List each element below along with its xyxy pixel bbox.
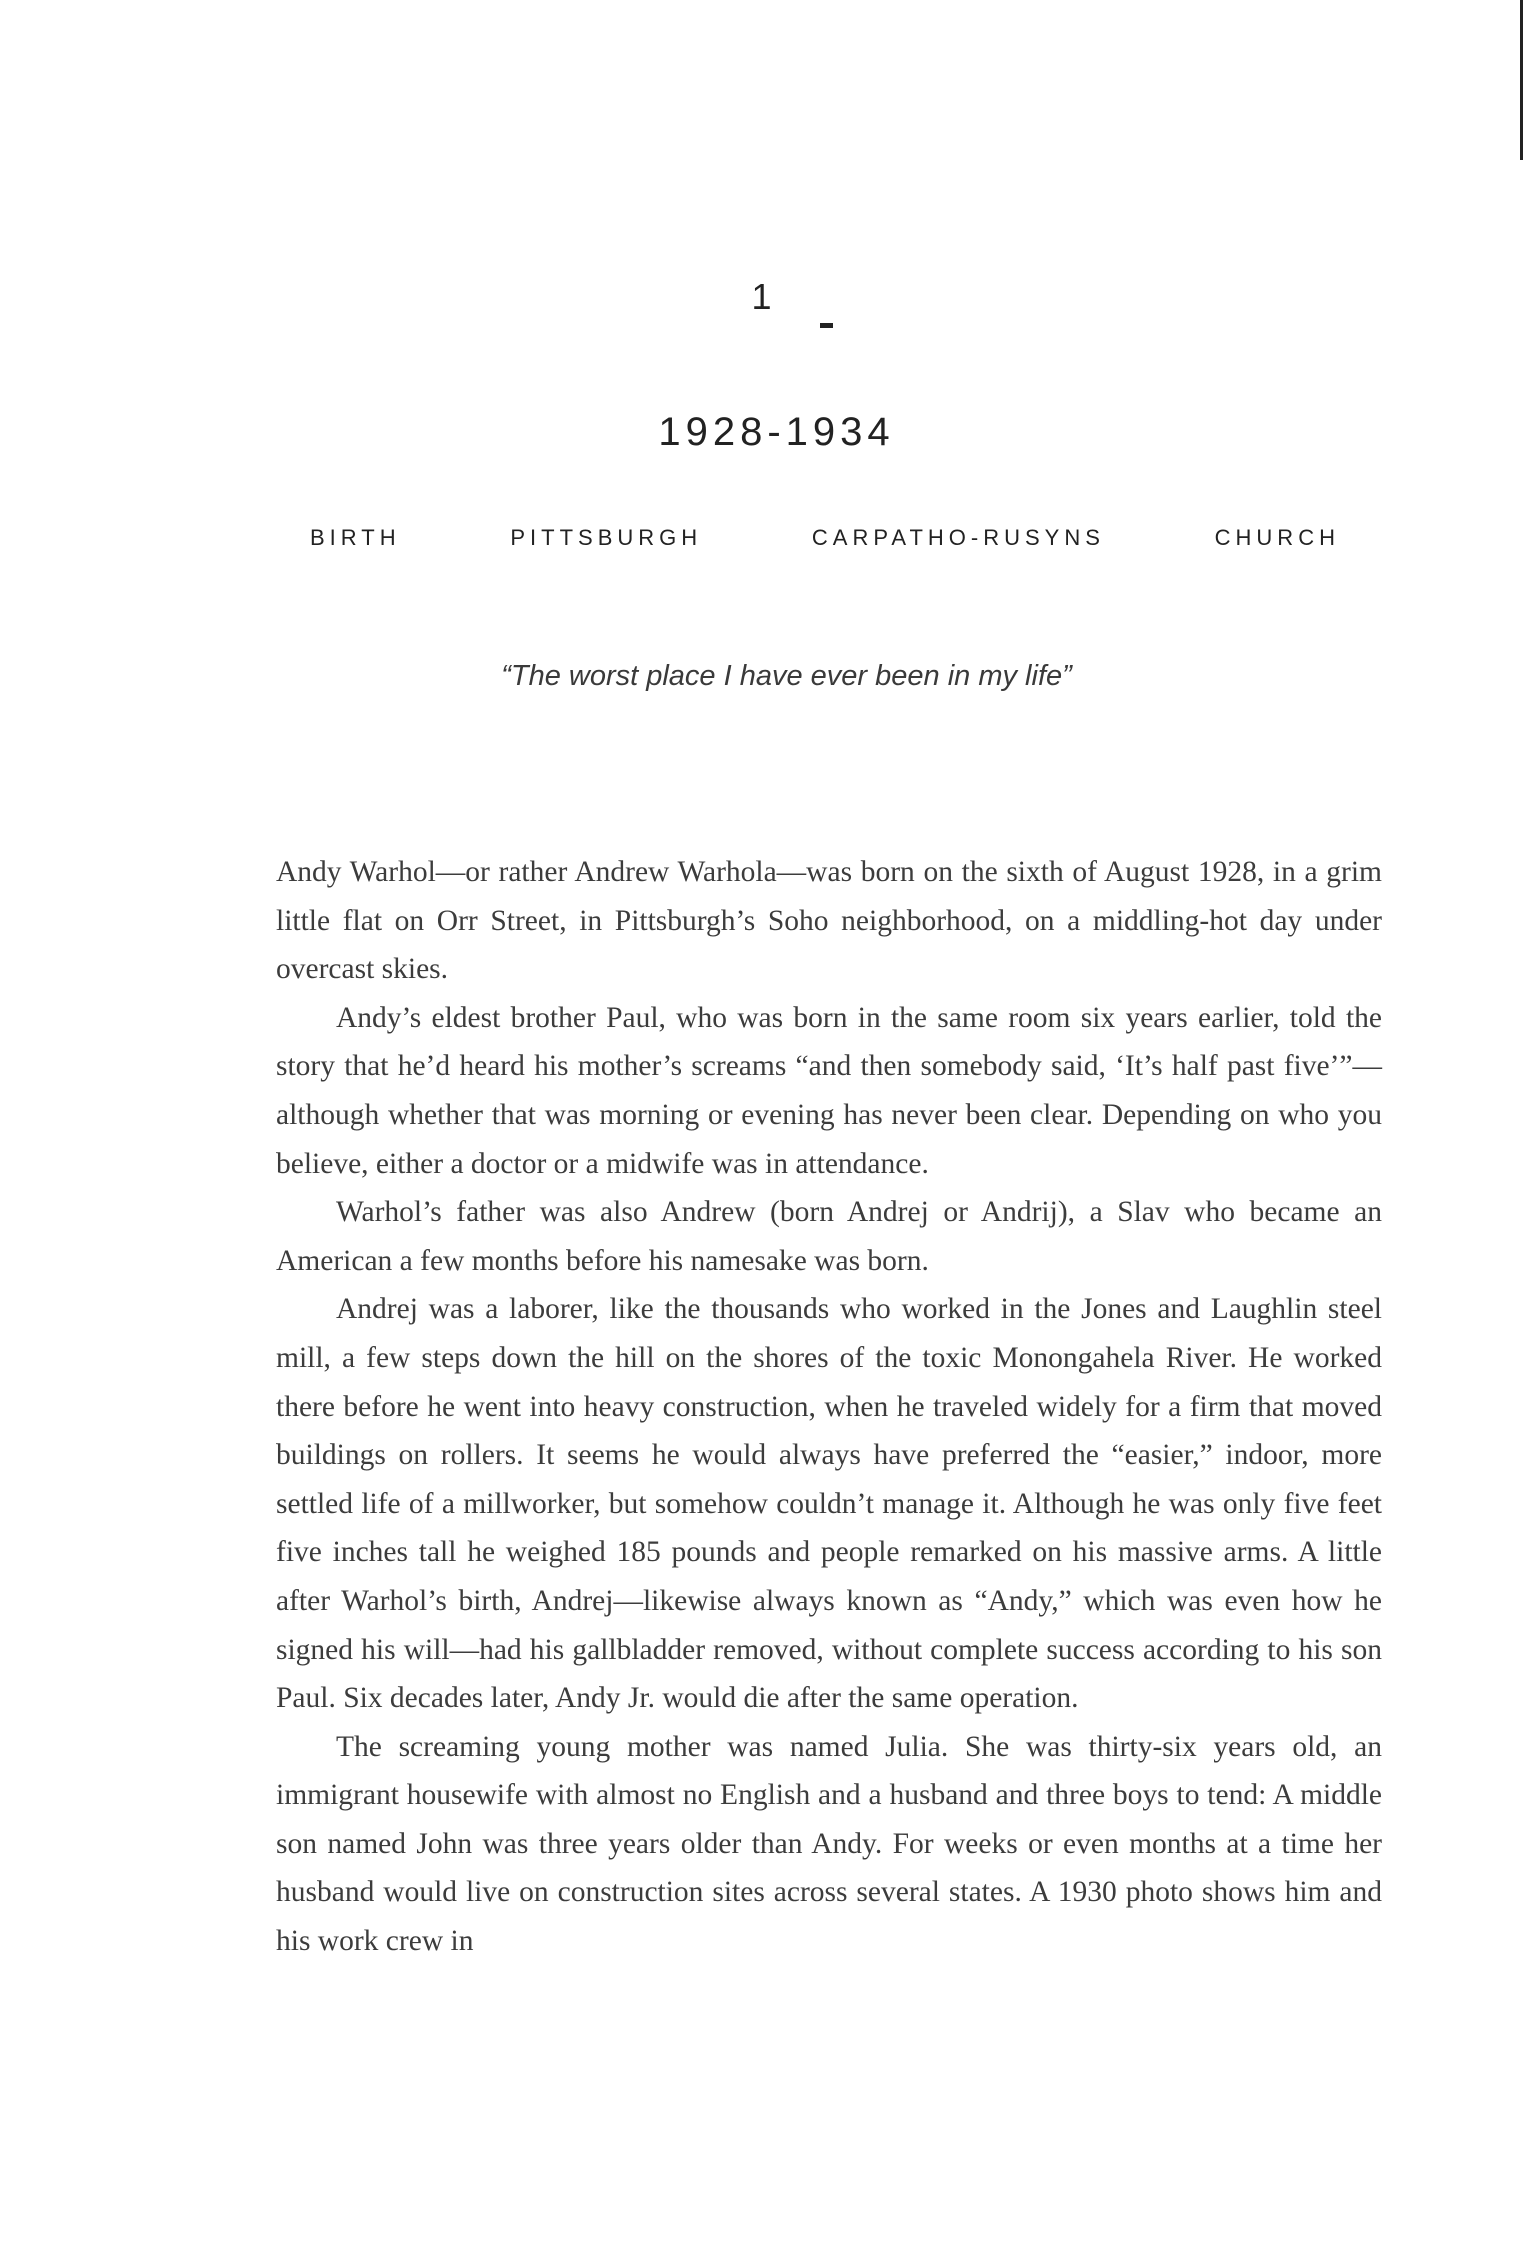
paragraph: Andy Warhol—or rather Andrew Warhola—was born on the sixth of August 1928, in a grim little flat on Orr Street, in Pittsburgh’s Soho neighborhood, on a middling-hot day under overcast skies. bbox=[276, 856, 1382, 986]
chapter-number: 1 bbox=[751, 276, 772, 317]
body-text bbox=[276, 848, 1382, 1966]
keyword-birth: BIRTH bbox=[310, 525, 401, 550]
epigraph: “The worst place I have ever been in my life” bbox=[501, 660, 1072, 692]
paragraph: Warhol’s father was also Andrew (born Andrej or Andrij), a Slav who became an American a few months before his namesake was born. bbox=[276, 1196, 1382, 1277]
paragraph: Andrej was a laborer, like the thousands who worked in the Jones and Laughlin steel mill, a few steps down the hill on the shores of the toxic Monongahela River. He worked there before he went into heavy construction, when he traveled widely for a firm that moved buildings on rollers. It seems he would always have preferred the “easier,” indoor, more settled life of a millworker, but somehow couldn’t manage it. Although he was only five feet five inches tall he weighed 185 pounds and people remarked on his massive arms. A little after Warhol’s birth, Andrej—likewise always known as “Andy,” which was even how he signed his will—had his gallbladder removed, without complete success according to his son Paul. Six decades later, Andy Jr. would die after the same operation. bbox=[276, 1293, 1382, 1715]
keyword-carpatho-rusyns: CARPATHO-RUSYNS bbox=[811, 525, 1105, 550]
paragraph: The screaming young mother was named Julia. She was thirty-six years old, an immigrant housewife with almost no English and a husband and three boys to tend: A middle son named John was three years older than Andy. For weeks or even months at a time her husband would live on construction sites across several states. A 1930 photo shows him and his work crew in bbox=[276, 1730, 1382, 1958]
chapter-keywords bbox=[310, 525, 1340, 551]
keyword-church: CHURCH bbox=[1214, 525, 1340, 550]
chapter-number-rule bbox=[820, 323, 833, 328]
paragraph: Andy’s eldest brother Paul, who was born in the same room six years earlier, told the story that he’d heard his mother’s screams “and then somebody said, ‘It’s half past five’”—although whether that was morning or evening has never been clear. Depending on who you believe, either a doctor or a midwife was in attendance. bbox=[276, 1001, 1382, 1180]
chapter-title-years: 1928-1934 bbox=[658, 410, 895, 454]
keyword-pittsburgh: PITTSBURGH bbox=[510, 525, 703, 550]
